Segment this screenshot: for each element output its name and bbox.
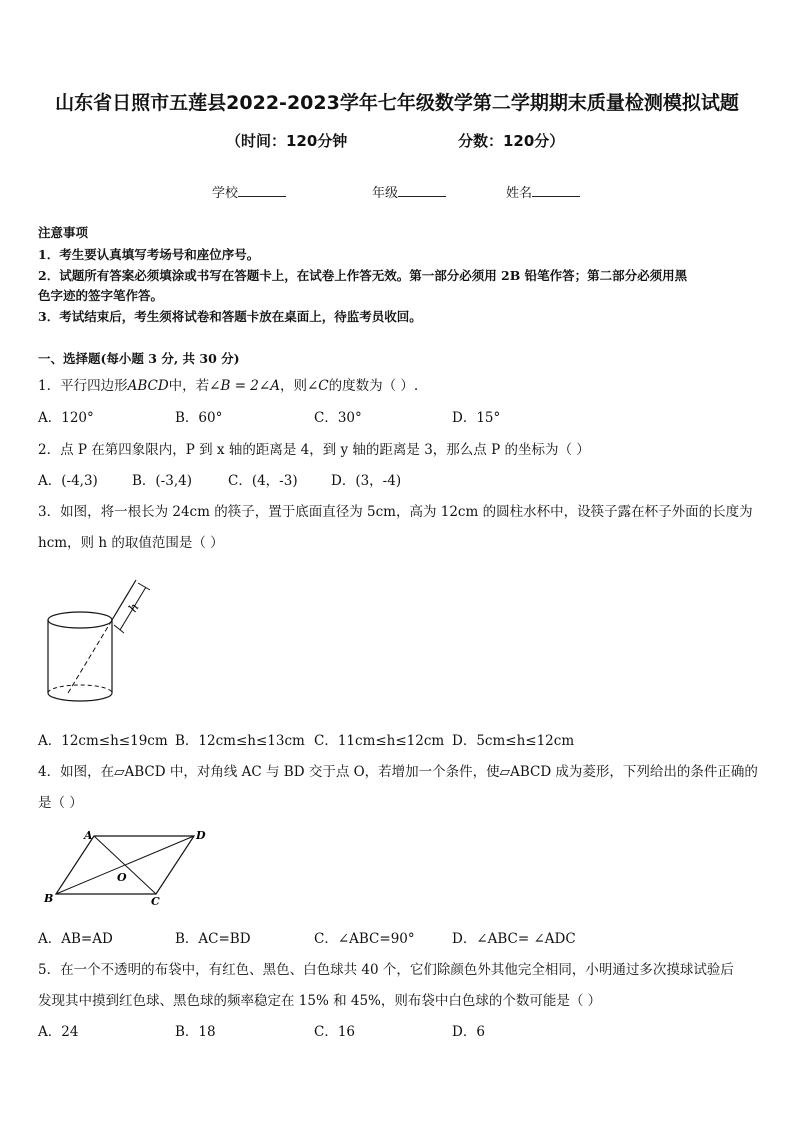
vertex-a-label: A xyxy=(84,829,93,842)
chopstick-inside xyxy=(68,620,112,693)
q3-option-d[interactable]: D．5cm≤h≤12cm xyxy=(452,733,575,749)
chopstick-outside xyxy=(112,580,136,620)
q2-option-d[interactable]: D．(3，-4) xyxy=(331,473,402,489)
question-4-stem-line1: 4．如图，在▱ABCD 中，对角线 AC 与 BD 交于点 O，若增加一个条件，使▱ABCD 成为菱形，下列给出的条件正确的 xyxy=(38,764,758,780)
q2-option-c[interactable]: C．(4，-3) xyxy=(228,473,298,489)
q1-text-a: 1．平行四边形 xyxy=(38,378,128,394)
note-item: 2．试题所有答案必须填涂或书写在答题卡上，在试卷上作答无效。第一部分必须用 2B 铅笔作答；第二部分必须用黑 xyxy=(38,268,688,283)
vertex-c-label: C xyxy=(151,895,160,908)
q5-option-b[interactable]: B．18 xyxy=(175,1024,216,1040)
exam-score: 分数：120分） xyxy=(458,132,565,150)
q4-option-d[interactable]: D．∠ABC= ∠ADC xyxy=(452,931,576,947)
q1-option-a[interactable]: A．120° xyxy=(38,410,94,426)
grade-field xyxy=(372,182,446,201)
section-heading: 一、选择题(每小题 3 分, 共 30 分) xyxy=(38,351,240,366)
vertex-b-label: B xyxy=(44,892,54,905)
name-field xyxy=(506,182,580,201)
q1-text-c: 中，若 xyxy=(168,378,210,394)
question-2-stem: 2．点 P 在第四象限内，P 到 x 轴的距离是 4，到 y 轴的距离是 3，那么点 P 的坐标为（ ） xyxy=(38,442,590,458)
q2-option-b[interactable]: B．(-3,4) xyxy=(132,473,192,489)
q3-option-c[interactable]: C．11cm≤h≤12cm xyxy=(314,733,445,749)
exam-time: （时间：120分钟 xyxy=(226,132,348,150)
school-label: 学校 xyxy=(212,186,239,201)
grade-blank[interactable] xyxy=(398,184,446,197)
notes-heading: 注意事项 xyxy=(38,225,89,240)
question-5-stem-line1: 5．在一个不透明的布袋中，有红色、黑色、白色球共 40 个，它们除颜色外其他完全相同，小明通过多次摸球试验后 xyxy=(38,962,734,978)
name-blank[interactable] xyxy=(532,184,580,197)
q3-option-b[interactable]: B．12cm≤h≤13cm xyxy=(175,733,305,749)
question-5-stem-line2: 发现其中摸到红色球、黑色球的频率稳定在 15% 和 45%，则布袋中白色球的个数可能是（ ） xyxy=(38,993,602,1009)
cylinder-bottom-front xyxy=(48,693,112,701)
q1-math-angle: ∠B = 2∠A xyxy=(209,378,280,394)
q4-option-b[interactable]: B．AC=BD xyxy=(175,931,251,947)
note-item: 3．考试结束后，考生须将试卷和答题卡放在桌面上，待监考员收回。 xyxy=(38,309,422,324)
q1-math-angle-c: ∠C xyxy=(306,378,329,394)
grade-label: 年级 xyxy=(372,186,399,201)
cylinder-chopstick-figure xyxy=(40,575,160,710)
name-label: 姓名 xyxy=(506,186,533,201)
question-1-stem xyxy=(38,374,418,394)
q5-option-c[interactable]: C．16 xyxy=(314,1024,356,1040)
page-title: 山东省日照市五莲县2022-2023学年七年级数学第二学期期末质量检测模拟试题 xyxy=(55,92,739,114)
q5-option-d[interactable]: D．6 xyxy=(452,1024,485,1040)
school-field xyxy=(212,182,286,201)
question-4-stem-line2: 是（ ） xyxy=(38,795,83,811)
note-item: 色字迹的签字笔作答。 xyxy=(38,288,164,303)
q4-option-a[interactable]: A．AB=AD xyxy=(38,931,113,947)
question-3-stem-line1: 3．如图，将一根长为 24cm 的筷子，置于底面直径为 5cm，高为 12cm 的圆柱水杯中，设筷子露在杯子外面的长度为 xyxy=(38,504,753,520)
cylinder-top-ellipse xyxy=(48,612,112,628)
q1-text-g: 的度数为（ ）. xyxy=(328,378,419,394)
question-3-stem-line2: hcm，则 h 的取值范围是（ ） xyxy=(38,535,224,551)
vertex-d-label: D xyxy=(196,829,206,842)
q1-text-e: ，则 xyxy=(279,378,307,394)
q1-math-abcd: ABCD xyxy=(127,378,169,394)
q4-option-c[interactable]: C．∠ABC=90° xyxy=(314,931,415,947)
h-label: h xyxy=(125,600,142,615)
cylinder-bottom-back xyxy=(48,685,112,693)
school-blank[interactable] xyxy=(238,184,286,197)
note-item: 1．考生要认真填写考场号和座位序号。 xyxy=(38,247,260,262)
center-o-label: O xyxy=(117,871,127,884)
q1-option-d[interactable]: D．15° xyxy=(452,410,501,426)
q2-option-a[interactable]: A．(-4,3) xyxy=(38,473,98,489)
parallelogram-figure xyxy=(38,826,218,908)
q3-option-a[interactable]: A．12cm≤h≤19cm xyxy=(38,733,168,749)
q5-option-a[interactable]: A．24 xyxy=(38,1024,79,1040)
h-tick-top xyxy=(138,583,150,590)
q1-option-c[interactable]: C．30° xyxy=(314,410,362,426)
diagonal-bd xyxy=(56,836,194,894)
q1-option-b[interactable]: B．60° xyxy=(175,410,223,426)
